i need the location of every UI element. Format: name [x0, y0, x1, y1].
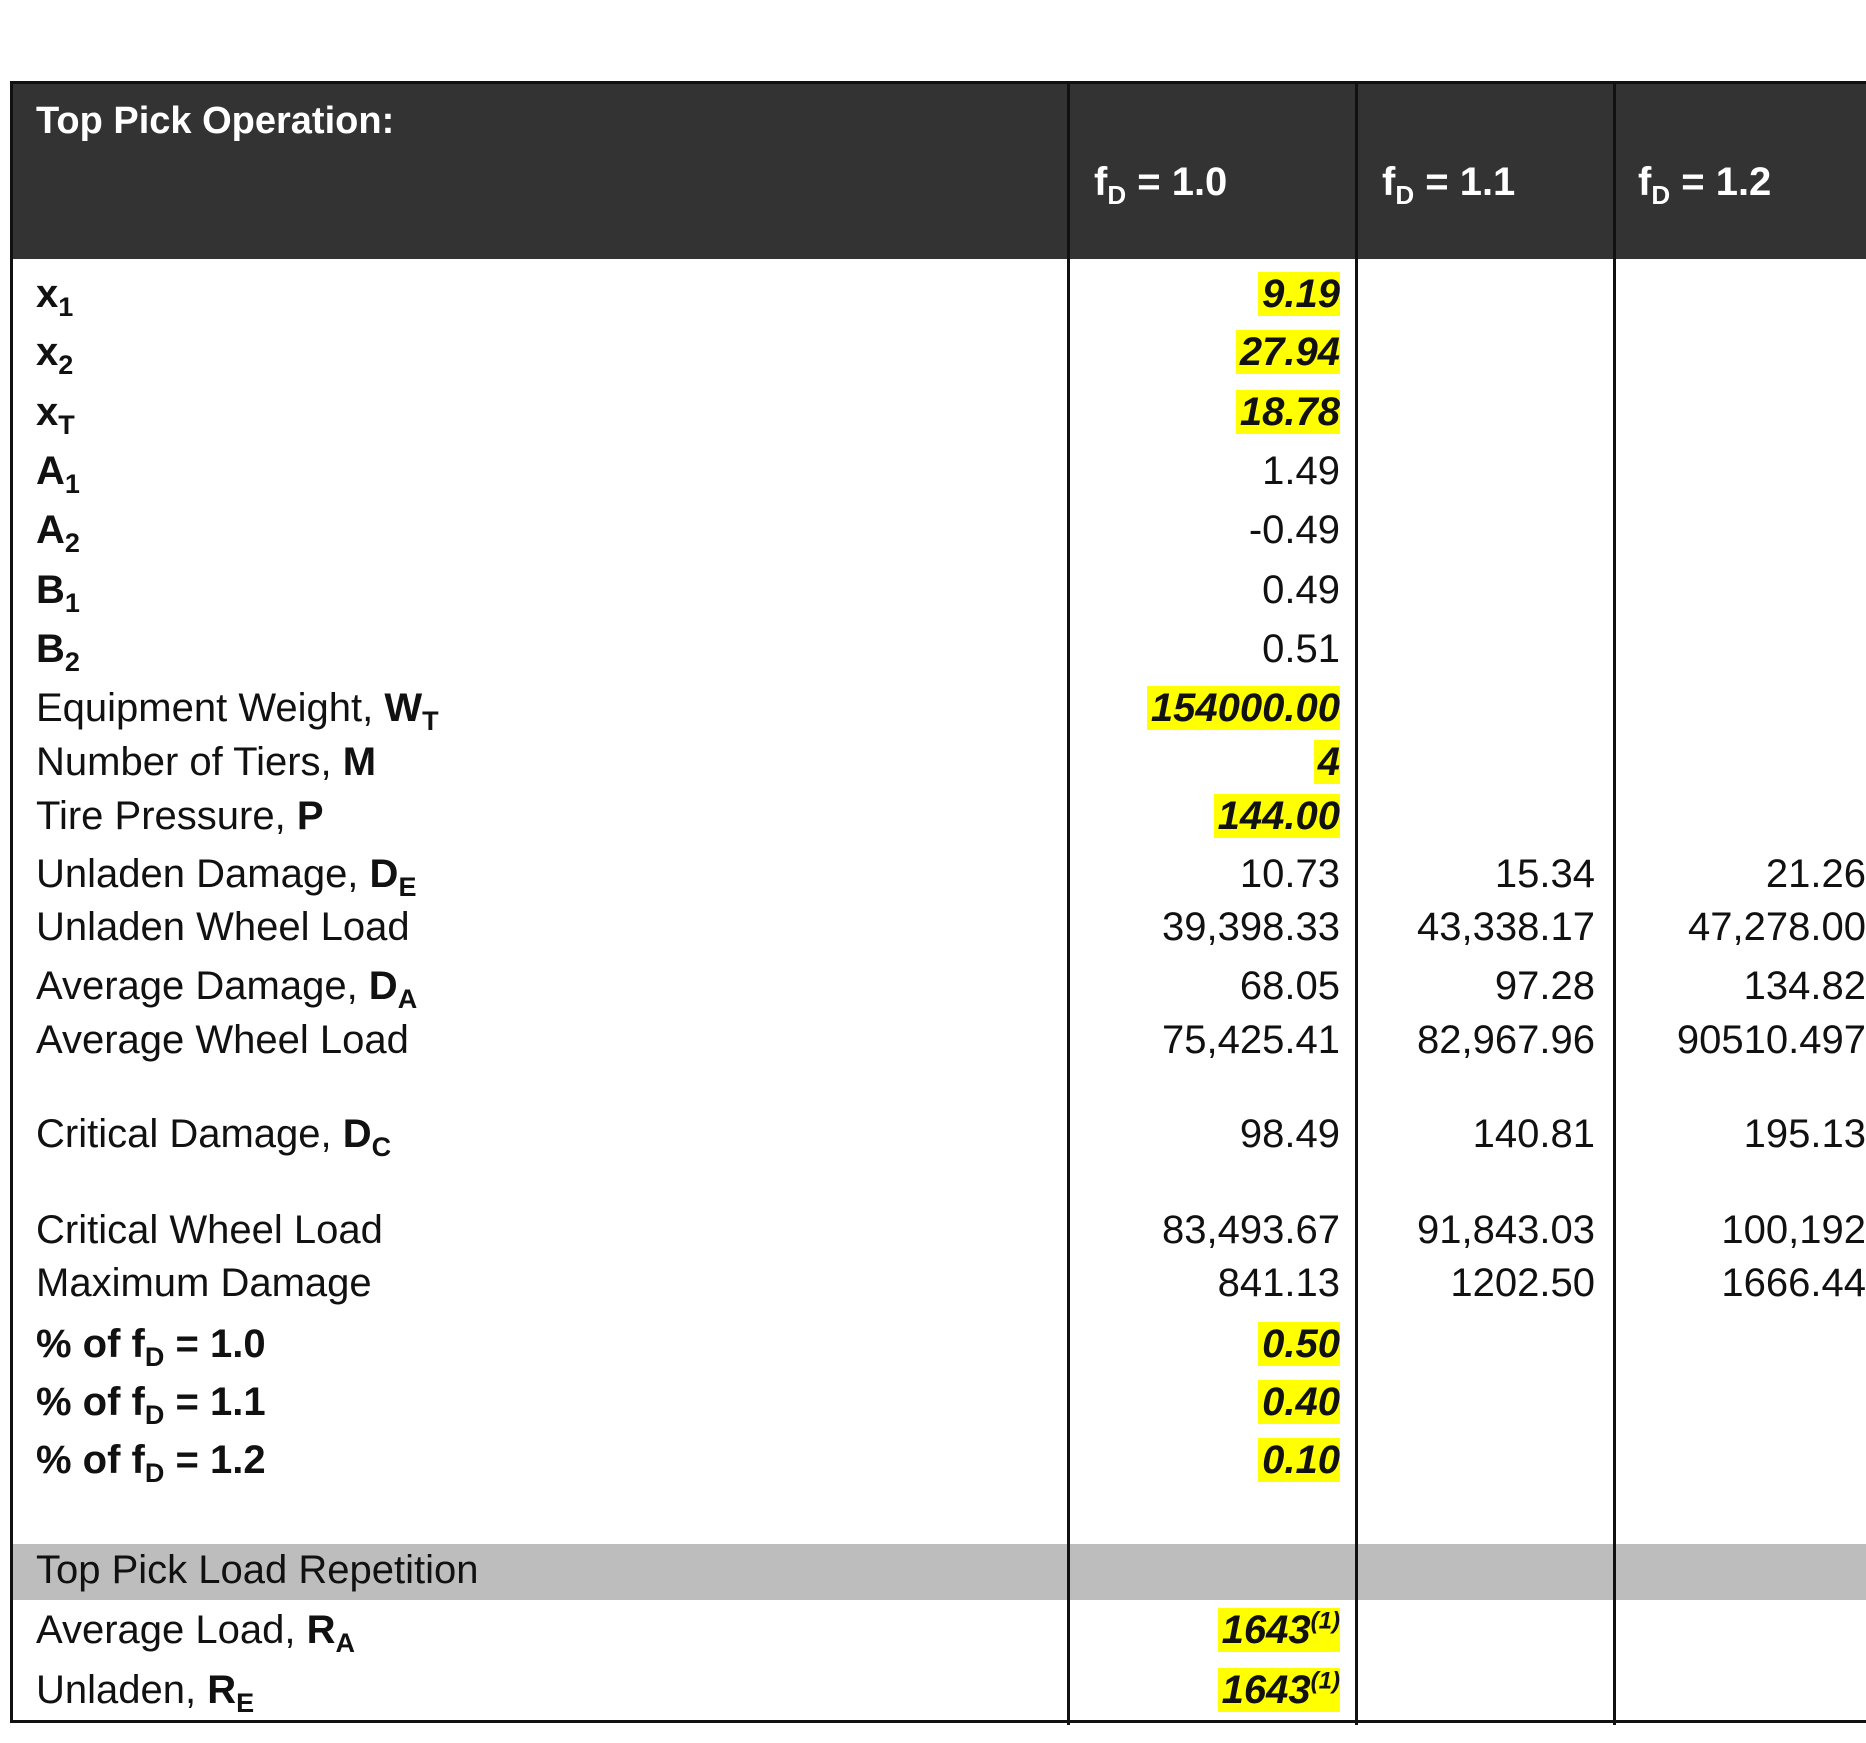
cell-text: 43,338.17 [1417, 905, 1595, 949]
cell-value[interactable] [1162, 1208, 1340, 1253]
cell-text: 90510.497 [1676, 1018, 1866, 1062]
cell-text: 4 [1314, 740, 1340, 784]
cell-value[interactable] [1218, 1261, 1340, 1306]
cell-text: 1643$^{(1)}$ [1218, 1668, 1340, 1712]
cell-value[interactable] [1258, 1380, 1340, 1425]
cell-text: 98.49 [1239, 1112, 1340, 1156]
cell-text: 39,398.33 [1162, 905, 1340, 949]
cell-value[interactable] [1262, 449, 1340, 494]
cell-value[interactable] [1417, 1208, 1595, 1253]
cell-text: 47,278.00 [1688, 905, 1866, 949]
cell-value[interactable] [1249, 508, 1340, 553]
cell-text: -0.49 [1248, 508, 1340, 552]
row-label: $A_2$ [36, 508, 80, 558]
cell-text: 1202.50 [1450, 1261, 1595, 1305]
cell-text: 0.51 [1262, 627, 1340, 671]
cell-value[interactable] [1744, 964, 1866, 1009]
cell-value[interactable] [1314, 740, 1340, 785]
cell-value[interactable] [1721, 1208, 1866, 1253]
cell-value[interactable] [1240, 1112, 1340, 1157]
row-label: $A_1$ [36, 449, 80, 499]
column-header-fd-1-0[interactable]: $f_D = 1.0$ [1094, 160, 1228, 210]
cell-text: 0.50 [1258, 1322, 1340, 1366]
cell-value[interactable] [1766, 852, 1866, 897]
row-label: Tire Pressure, P [36, 794, 324, 838]
cell-text: 0.10 [1258, 1438, 1340, 1482]
cell-value[interactable] [1162, 905, 1340, 950]
cell-value[interactable] [1218, 1608, 1340, 1653]
row-label: Equipment Weight, $W_T$ [36, 686, 439, 736]
cell-text: 195.13 [1743, 1112, 1866, 1156]
cell-text: 10.73 [1239, 852, 1340, 896]
cell-text: 0.40 [1258, 1380, 1340, 1424]
cell-text: 144.00 [1214, 794, 1340, 838]
cell-value[interactable] [1417, 905, 1595, 950]
row-label: $B_1$ [36, 568, 80, 618]
row-label: % of $f_D = 1.1$ [36, 1380, 266, 1430]
cell-text: 27.94 [1236, 330, 1340, 374]
cell-text: 134.82 [1743, 964, 1866, 1008]
cell-text: 1.49 [1262, 449, 1340, 493]
cell-value[interactable] [1688, 905, 1866, 950]
cell-text: 154000.00 [1147, 686, 1340, 730]
row-label: $x_1$ [36, 272, 74, 322]
row-label: Average Load, $R_A$ [36, 1608, 355, 1658]
cell-text: 18.78 [1236, 390, 1340, 434]
cell-value[interactable] [1495, 852, 1595, 897]
cell-text: 1666.44 [1721, 1261, 1866, 1305]
row-label: $x_2$ [36, 330, 74, 380]
cell-value[interactable] [1450, 1261, 1595, 1306]
row-label: Unladen, $R_E$ [36, 1668, 255, 1718]
cell-value[interactable] [1677, 1018, 1866, 1063]
cell-text: 91,843.03 [1417, 1208, 1595, 1252]
cell-value[interactable] [1236, 330, 1340, 375]
row-label: Unladen Damage, $D_E$ [36, 852, 417, 902]
column-divider [1613, 84, 1616, 1725]
cell-value[interactable] [1214, 794, 1340, 839]
column-divider [1067, 84, 1070, 1725]
row-label: Average Damage, $D_A$ [36, 964, 418, 1014]
column-divider [1355, 84, 1358, 1725]
cell-value[interactable] [1147, 686, 1340, 731]
row-label: % of $f_D = 1.0$ [36, 1322, 266, 1372]
cell-value[interactable] [1258, 272, 1340, 317]
cell-text: 9.19 [1258, 272, 1340, 316]
cell-value[interactable] [1240, 852, 1340, 897]
cell-value[interactable] [1744, 1112, 1866, 1157]
cell-value[interactable] [1473, 1112, 1595, 1157]
cell-value[interactable] [1258, 1438, 1340, 1483]
cell-text: 100,192 [1721, 1208, 1866, 1252]
cell-value[interactable] [1417, 1018, 1595, 1063]
cell-text: 1643$^{(1)}$ [1218, 1608, 1340, 1652]
cell-value[interactable] [1258, 1322, 1340, 1367]
cell-value[interactable] [1236, 390, 1340, 435]
cell-text: 97.28 [1494, 964, 1595, 1008]
row-label: Average Wheel Load [36, 1018, 409, 1062]
row-label: $x_T$ [36, 390, 75, 440]
column-header-fd-1-1[interactable]: $f_D = 1.1$ [1382, 160, 1516, 210]
cell-value[interactable] [1218, 1668, 1340, 1713]
cell-value[interactable] [1495, 964, 1595, 1009]
table-title: Top Pick Operation: [36, 100, 395, 142]
column-header-fd-1-2[interactable]: $f_D = 1.2$ [1638, 160, 1772, 210]
row-label: Number of Tiers, M [36, 740, 377, 784]
cell-text: 83,493.67 [1162, 1208, 1340, 1252]
cell-value[interactable] [1262, 568, 1340, 613]
cell-text: 140.81 [1472, 1112, 1595, 1156]
row-label: $B_2$ [36, 627, 80, 677]
cell-text: 0.49 [1262, 568, 1340, 612]
row-label: Critical Wheel Load [36, 1208, 383, 1252]
cell-text: 75,425.41 [1162, 1018, 1340, 1062]
row-label: Unladen Wheel Load [36, 905, 410, 949]
cell-value[interactable] [1721, 1261, 1866, 1306]
cell-text: 68.05 [1239, 964, 1340, 1008]
cell-value[interactable] [1262, 627, 1340, 672]
cell-value[interactable] [1162, 1018, 1340, 1063]
row-label: % of $f_D = 1.2$ [36, 1438, 266, 1488]
cell-value[interactable] [1240, 964, 1340, 1009]
section-title: Top Pick Load Repetition [36, 1548, 479, 1592]
row-label: Maximum Damage [36, 1261, 372, 1305]
cell-text: 15.34 [1494, 852, 1595, 896]
cell-text: 21.26 [1765, 852, 1866, 896]
cell-text: 841.13 [1217, 1261, 1340, 1305]
cell-text: 82,967.96 [1417, 1018, 1595, 1062]
row-label: Critical Damage, $D_C$ [36, 1112, 392, 1162]
